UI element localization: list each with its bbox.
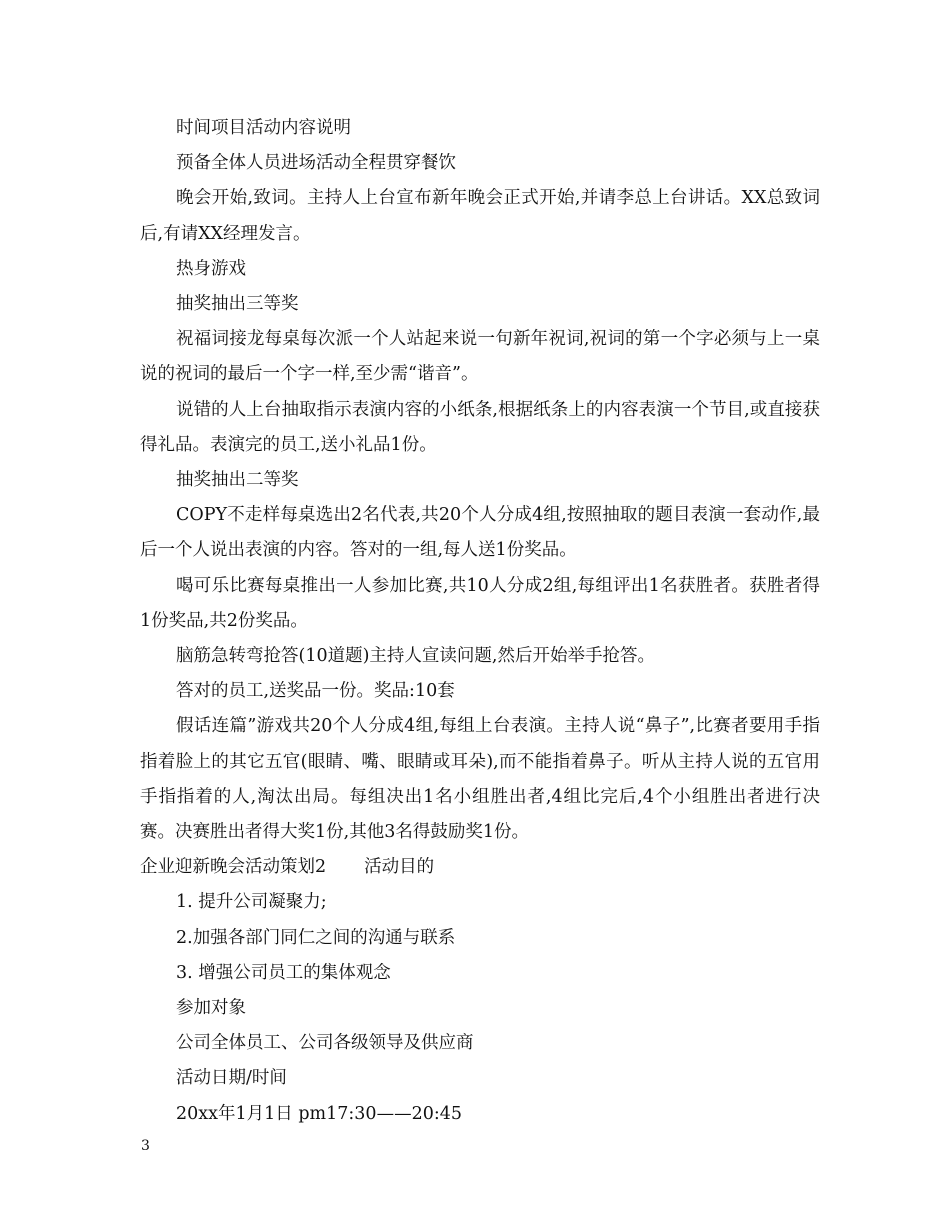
paragraph-mistake-penalty: 说错的人上台抽取指示表演内容的小纸条,根据纸条上的内容表演一个节目,或直接获得礼品。表演完的员工,送小礼品1份。 bbox=[140, 399, 820, 455]
paragraph-brain-teaser-prize: 答对的员工,送奖品一份。奖品:10套 bbox=[176, 681, 455, 702]
paragraph-cola-contest: 喝可乐比赛每桌推出一人参加比赛,共10人分成2组,每组评出1名获胜者。获胜者得1份奖品,共2份奖品。 bbox=[140, 575, 820, 631]
objective-item-3: 3. 增强公司员工的集体观念 bbox=[176, 962, 391, 983]
paragraph-warmup-game: 热身游戏 bbox=[176, 258, 246, 279]
page-number: 3 bbox=[141, 1138, 150, 1154]
paragraph-second-prize-draw: 抽奖抽出二等奖 bbox=[176, 470, 299, 491]
participants-value: 公司全体员工、公司各级领导及供应商 bbox=[176, 1033, 474, 1054]
section-subheading: 活动目的 bbox=[364, 857, 435, 878]
paragraph-blessing-relay: 祝福词接龙每桌每次派一个人站起来说一句新年祝词,祝词的第一个字必须与上一桌说的祝词的最后一个字一样,至少需“谐音”。 bbox=[140, 329, 820, 385]
paragraph-opening-speech: 晚会开始,致词。主持人上台宣布新年晚会正式开始,并请李总上台讲话。XX总致词后,有请XX经理发言。 bbox=[140, 188, 820, 244]
objective-item-2: 2.加强各部门同仁之间的沟通与联系 bbox=[176, 927, 456, 948]
participants-label: 参加对象 bbox=[176, 998, 246, 1019]
paragraph-false-words-game: 假话连篇”游戏共20个人分成4组,每组上台表演。主持人说“鼻子”,比赛者要用手指指着脸上的其它五官(眼睛、嘴、眼睛或耳朵),而不能指着鼻子。听从主持人说的五官用手指指着的人,淘汰出局。每组决出1名小组胜出者,4组比完后,4个小组胜出者进行决赛。决赛胜出者得大奖1份,其他3名得鼓励奖1份。 bbox=[140, 716, 820, 843]
section-heading-line bbox=[140, 850, 820, 885]
paragraph-brain-teaser: 脑筋急转弯抢答(10道题)主持人宣读问题,然后开始举手抢答。 bbox=[176, 646, 655, 667]
objective-item-1: 1. 提升公司凝聚力; bbox=[176, 892, 327, 913]
event-date-label: 活动日期/时间 bbox=[176, 1068, 287, 1089]
paragraph-preparation: 预备全体人员进场活动全程贯穿餐饮 bbox=[176, 153, 456, 174]
paragraph-copy-game: COPY不走样每桌选出2名代表,共20个人分成4组,按照抽取的题目表演一套动作,最后一个人说出表演的内容。答对的一组,每人送1份奖品。 bbox=[140, 505, 820, 561]
section-heading: 企业迎新晚会活动策划2 bbox=[140, 857, 327, 878]
event-date-value: 20xx年1月1日 pm17:30——20:45 bbox=[176, 1103, 462, 1124]
paragraph-third-prize-draw: 抽奖抽出三等奖 bbox=[176, 294, 299, 315]
paragraph-schedule-header: 时间项目活动内容说明 bbox=[176, 118, 351, 138]
document-body bbox=[140, 111, 820, 1132]
